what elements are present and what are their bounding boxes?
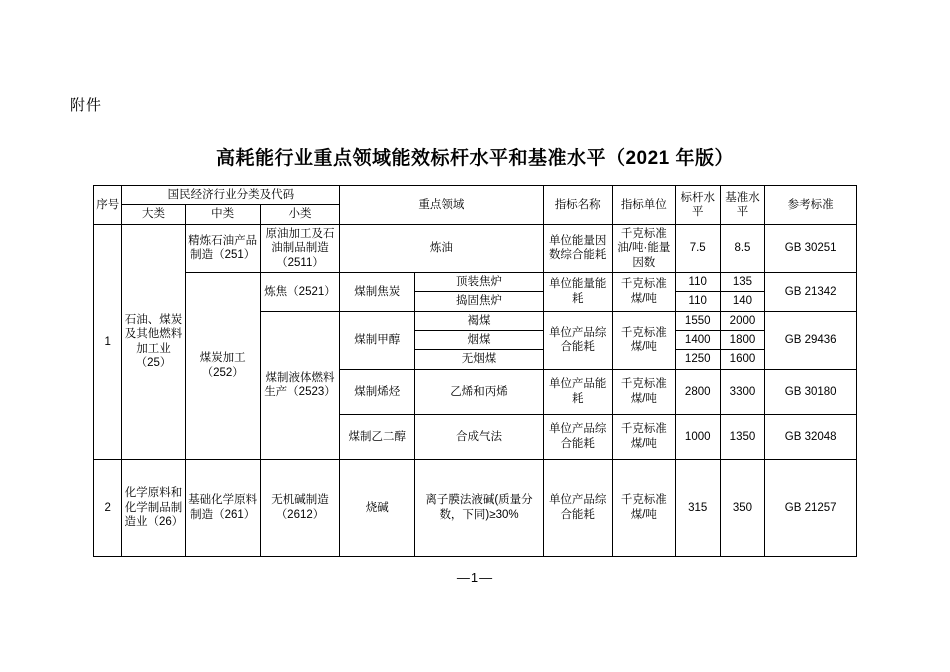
cell-indicator-name: 单位产品综合能耗: [543, 414, 612, 459]
col-header-minor: 小类: [260, 205, 339, 224]
col-header-middle: 中类: [185, 205, 260, 224]
cell-field: 煤制焦炭: [340, 272, 415, 311]
cell-field: 炼油: [340, 224, 543, 272]
cell-baseline: 1600: [720, 350, 765, 369]
cell-reference: GB 30180: [765, 369, 857, 414]
cell-indicator-name: 单位能量能耗: [543, 272, 612, 311]
cell-indicator-name: 单位产品综合能耗: [543, 311, 612, 369]
cell-minor: 无机碱制造（2612）: [260, 459, 339, 556]
cell-major: 石油、煤炭及其他燃料加工业（25）: [122, 224, 185, 459]
cell-field: 煤制甲醇: [340, 311, 415, 369]
cell-middle: 煤炭加工（252）: [185, 272, 260, 459]
cell-subfield: 合成气法: [415, 414, 543, 459]
cell-baseline: 135: [720, 272, 765, 291]
cell-baseline: 8.5: [720, 224, 765, 272]
col-header-key-field: 重点领域: [340, 186, 543, 225]
cell-indicator-name: 单位能量因数综合能耗: [543, 224, 612, 272]
cell-benchmark: 7.5: [675, 224, 720, 272]
cell-subfield: 无烟煤: [415, 350, 543, 369]
cell-middle: 基础化学原料制造（261）: [185, 459, 260, 556]
cell-indicator-unit: 千克标准油/吨·能量因数: [612, 224, 675, 272]
cell-reference: GB 21342: [765, 272, 857, 311]
energy-efficiency-table: [93, 185, 857, 557]
cell-baseline: 1800: [720, 331, 765, 350]
cell-benchmark: 110: [675, 272, 720, 291]
cell-subfield: 乙烯和丙烯: [415, 369, 543, 414]
cell-indicator-name: 单位产品能耗: [543, 369, 612, 414]
cell-subfield: 捣固焦炉: [415, 292, 543, 311]
cell-minor: 煤制液体燃料生产（2523）: [260, 311, 339, 459]
cell-baseline: 1350: [720, 414, 765, 459]
table-body: [94, 224, 857, 556]
cell-indicator-unit: 千克标准煤/吨: [612, 272, 675, 311]
cell-baseline: 140: [720, 292, 765, 311]
cell-baseline: 3300: [720, 369, 765, 414]
cell-minor: 炼焦（2521）: [260, 272, 339, 311]
col-header-baseline-level: 基准水平: [720, 186, 765, 225]
cell-subfield: 顶装焦炉: [415, 272, 543, 291]
table-row: [94, 459, 857, 556]
cell-major: 化学原料和化学制品制造业（26）: [122, 459, 185, 556]
cell-middle: 精炼石油产品制造（251）: [185, 224, 260, 272]
cell-field: 烧碱: [340, 459, 415, 556]
col-header-seq: 序号: [94, 186, 122, 225]
cell-indicator-unit: 千克标准煤/吨: [612, 311, 675, 369]
col-header-indicator-unit: 指标单位: [612, 186, 675, 225]
cell-minor: 原油加工及石油制品制造（2511）: [260, 224, 339, 272]
page-footer: —1—: [456, 570, 494, 585]
cell-benchmark: 2800: [675, 369, 720, 414]
cell-subfield: 离子膜法液碱(质量分数，下同)≥30%: [415, 459, 543, 556]
cell-benchmark: 1000: [675, 414, 720, 459]
cell-indicator-unit: 千克标准煤/吨: [612, 459, 675, 556]
cell-benchmark: 1250: [675, 350, 720, 369]
cell-seq: 1: [94, 224, 122, 459]
table-header-row-1: [94, 186, 857, 205]
cell-indicator-unit: 千克标准煤/吨: [612, 369, 675, 414]
col-header-reference-standard: 参考标准: [765, 186, 857, 225]
col-header-benchmark-level: 标杆水平: [675, 186, 720, 225]
cell-reference: GB 29436: [765, 311, 857, 369]
cell-benchmark: 1400: [675, 331, 720, 350]
cell-benchmark: 315: [675, 459, 720, 556]
cell-benchmark: 110: [675, 292, 720, 311]
cell-reference: GB 30251: [765, 224, 857, 272]
cell-indicator-name: 单位产品综合能耗: [543, 459, 612, 556]
table-row: [94, 272, 857, 291]
cell-subfield: 褐煤: [415, 311, 543, 330]
cell-subfield: 烟煤: [415, 331, 543, 350]
cell-seq: 2: [94, 459, 122, 556]
table-row: [94, 224, 857, 272]
attachment-label: 附件: [70, 97, 103, 114]
cell-field: 煤制乙二醇: [340, 414, 415, 459]
col-header-major: 大类: [122, 205, 185, 224]
cell-reference: GB 32048: [765, 414, 857, 459]
col-header-indicator-name: 指标名称: [543, 186, 612, 225]
cell-baseline: 350: [720, 459, 765, 556]
col-header-industry-group: 国民经济行业分类及代码: [122, 186, 340, 205]
cell-indicator-unit: 千克标准煤/吨: [612, 414, 675, 459]
cell-reference: GB 21257: [765, 459, 857, 556]
cell-benchmark: 1550: [675, 311, 720, 330]
page-title: 高耗能行业重点领域能效标杆水平和基准水平（2021 年版）: [215, 148, 735, 169]
cell-field: 煤制烯烃: [340, 369, 415, 414]
table-header: [94, 186, 857, 225]
cell-baseline: 2000: [720, 311, 765, 330]
